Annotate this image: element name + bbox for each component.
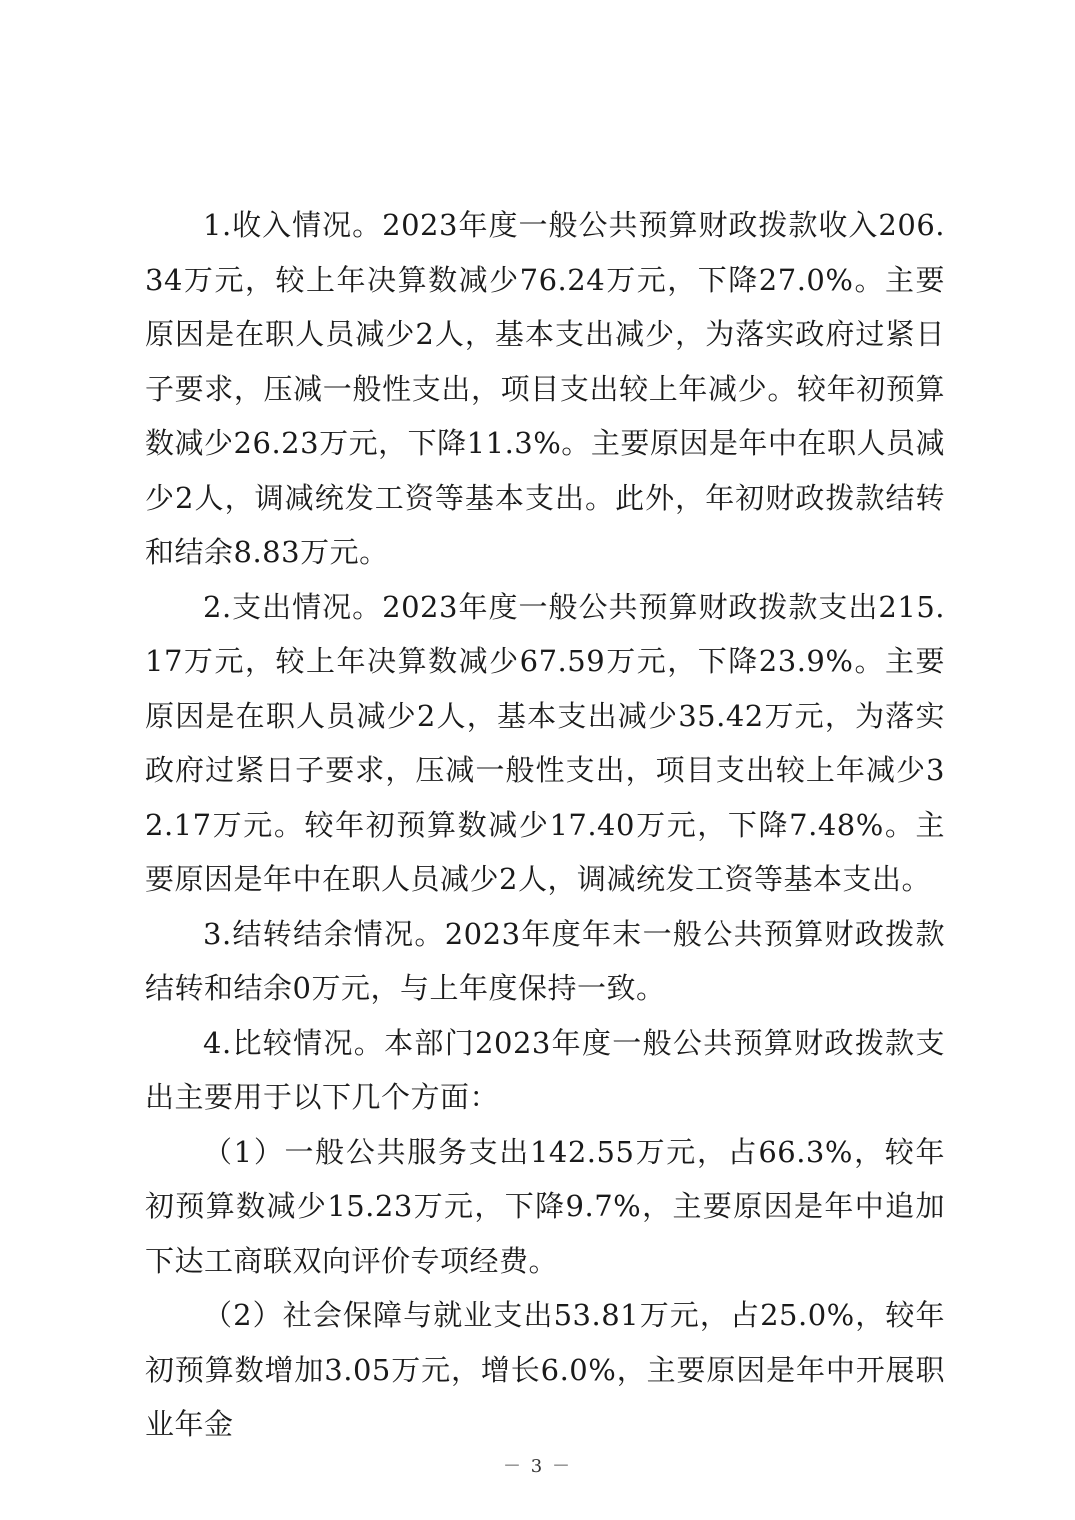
paragraph-item-2: （2）社会保障与就业支出53.81万元，占25.0%，较年初预算数增加3.05万元，增长6.0%，主要原因是年中开展职业年金 [145,1298,945,1441]
paragraph-carryover: 3.结转结余情况。2023年度年末一般公共预算财政拨款结转和结余0万元，与上年度保持一致。 [145,916,945,1005]
body-text [145,198,945,1452]
paragraph-expenditure: 2.支出情况。2023年度一般公共预算财政拨款支出215.17万元，较上年决算数减少67.59万元，下降23.9%。主要原因是在职人员减少2人，基本支出减少35.42万元，为落实政府过紧日子要求，压减一般性支出，项目支出较上年减少32.17万元。较年初预算数减少17.40万元，下降7.48%。主要原因是年中在职人员减少2人，调减统发工资等基本支出。 [145,589,945,896]
paragraph-comparison: 4.比较情况。本部门2023年度一般公共预算财政拨款支出主要用于以下几个方面： [145,1025,945,1114]
paragraph-item-1: （1）一般公共服务支出142.55万元，占66.3%，较年初预算数减少15.23万元，下降9.7%，主要原因是年中追加下达工商联双向评价专项经费。 [145,1134,945,1278]
page-number: － 3 － [503,1456,572,1477]
paragraph-income: 1.收入情况。2023年度一般公共预算财政拨款收入206.34万元，较上年决算数减少76.24万元，下降27.0%。主要原因是在职人员减少2人，基本支出减少，为落实政府过紧日子要求，压减一般性支出，项目支出较上年减少。较年初预算数减少26.23万元，下降11.3%。主要原因是年中在职人员减少2人，调减统发工资等基本支出。此外，年初财政拨款结转和结余8.83万元。 [145,208,945,569]
